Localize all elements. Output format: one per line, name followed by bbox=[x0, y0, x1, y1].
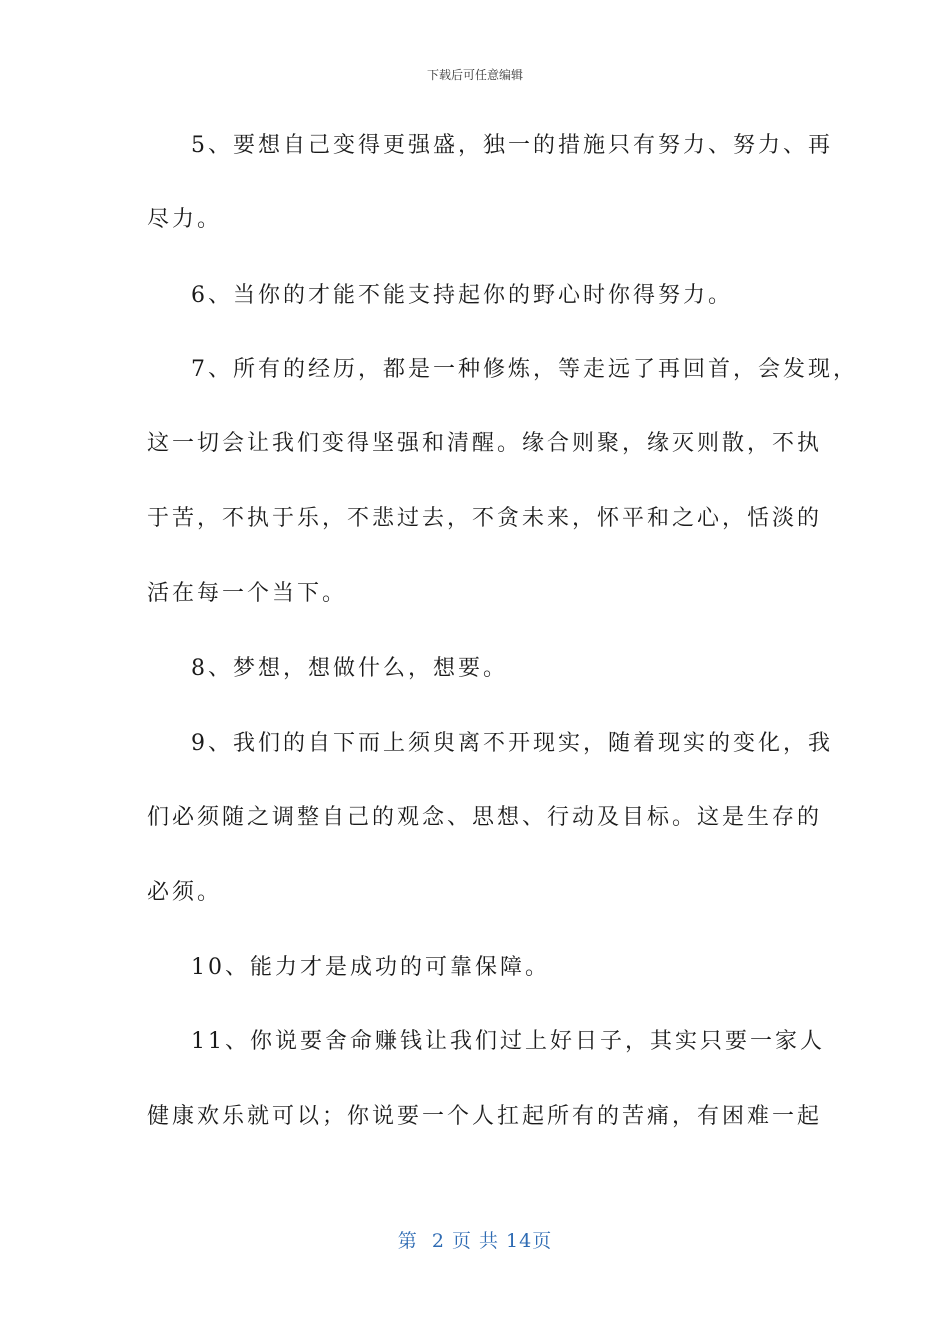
page-number-footer: 第 2 页 共 14页 bbox=[397, 1230, 553, 1252]
text-line: 11、你说要舍命赚钱让我们过上好日子，其实只要一家人 bbox=[191, 1029, 825, 1054]
text-line: 活在每一个当下。 bbox=[147, 581, 348, 606]
text-line: 10、能力才是成功的可靠保障。 bbox=[191, 955, 550, 980]
text-line: 7、所有的经历，都是一种修炼，等走远了再回首，会发现， bbox=[191, 357, 858, 382]
text-line: 5、要想自己变得更强盛，独一的措施只有努力、努力、再 bbox=[191, 133, 833, 158]
text-line: 这一切会让我们变得坚强和清醒。缘合则聚，缘灭则散，不执 bbox=[147, 431, 823, 456]
text-line: 们必须随之调整自己的观念、思想、行动及目标。这是生存的 bbox=[147, 805, 823, 830]
text-line: 9、我们的自下而上须臾离不开现实，随着现实的变化，我 bbox=[191, 731, 833, 756]
text-line: 于苦，不执于乐，不悲过去，不贪未来，怀平和之心，恬淡的 bbox=[147, 506, 823, 531]
text-line: 健康欢乐就可以；你说要一个人扛起所有的苦痛，有困难一起 bbox=[147, 1104, 823, 1129]
text-line: 尽力。 bbox=[147, 207, 223, 232]
page-header: 下载后可任意编辑 bbox=[426, 68, 523, 82]
text-line: 6、当你的才能不能支持起你的野心时你得努力。 bbox=[191, 283, 733, 308]
text-line: 必须。 bbox=[147, 880, 223, 905]
text-line: 8、梦想，想做什么，想要。 bbox=[191, 656, 508, 681]
